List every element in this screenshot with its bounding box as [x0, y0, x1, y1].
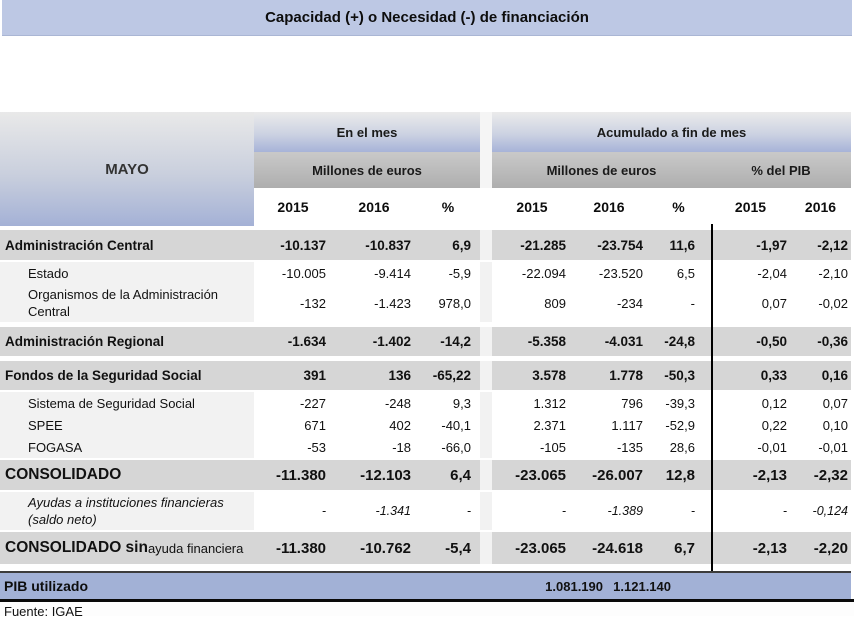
value-cell: -2,10: [790, 262, 851, 284]
row-administracion-regional: [0, 327, 851, 356]
value-cell: 12,8: [646, 460, 711, 490]
header-en-el-mes: En el mes: [254, 112, 480, 152]
pib-spacer: [254, 573, 492, 599]
value-cell: 6,7: [646, 532, 711, 564]
row-label: CONSOLIDADO: [0, 460, 254, 490]
value-cell: 402: [332, 414, 416, 436]
pct-header: %: [441, 199, 455, 215]
header-acumulado: Acumulado a fin de mes: [492, 112, 851, 152]
year-header: 2016: [358, 199, 390, 215]
value-cell: -10.837: [332, 230, 416, 260]
value-cell: 6,5: [646, 262, 711, 284]
value-cell: 0,07: [790, 392, 851, 414]
row-label: [0, 492, 254, 530]
pct-header: %: [672, 199, 685, 215]
value-cell: -1.423: [332, 284, 416, 322]
value-cell: 1.117: [572, 414, 646, 436]
value-cell: -23.065: [492, 460, 572, 490]
value-cell: -52,9: [646, 414, 711, 436]
column-gap: [480, 492, 492, 530]
column-gap: [480, 436, 492, 458]
column-gap: [480, 460, 492, 490]
value-cell: -53: [254, 436, 332, 458]
value-cell: 6,4: [416, 460, 480, 490]
value-cell: -: [492, 492, 572, 530]
value-cell: -0,01: [790, 436, 851, 458]
month-cell: MAYO: [0, 112, 254, 226]
column-gap: [480, 284, 492, 322]
value-cell: -2,13: [711, 460, 790, 490]
column-gap: [480, 392, 492, 414]
value-cell: -: [646, 284, 711, 322]
value-cell: -24.618: [572, 532, 646, 564]
unit-pct-pib: % del PIB: [711, 152, 851, 188]
year-header: 2015: [516, 199, 548, 215]
value-cell: 978,0: [416, 284, 480, 322]
row-pib-utilizado: [0, 571, 851, 599]
value-cell: -22.094: [492, 262, 572, 284]
value-cell: -1.389: [572, 492, 646, 530]
value-cell: -: [711, 492, 790, 530]
unit-millones-acum: Millones de euros: [492, 152, 711, 188]
value-cell: -0,36: [790, 327, 851, 356]
value-cell: -105: [492, 436, 572, 458]
row-label: Fondos de la Seguridad Social: [0, 361, 254, 390]
header-gap: [480, 152, 492, 188]
row-label: PIB utilizado: [4, 578, 88, 594]
unit-millones-mes: Millones de euros: [254, 152, 480, 188]
header-groups-row: [254, 112, 851, 152]
column-gap: [480, 414, 492, 436]
value-cell: -4.031: [572, 327, 646, 356]
value-cell: -11.380: [254, 460, 332, 490]
column-gap: [480, 532, 492, 564]
value-cell: -234: [572, 284, 646, 322]
row-label: Administración Regional: [0, 327, 254, 356]
row-label: [0, 532, 254, 564]
value-cell: -0,50: [711, 327, 790, 356]
value-cell: -1,97: [711, 230, 790, 260]
row-label: [0, 284, 254, 322]
value-cell: -2,13: [711, 532, 790, 564]
value-cell: -0,01: [711, 436, 790, 458]
column-gap: [480, 361, 492, 390]
value-cell: -2,04: [711, 262, 790, 284]
source-note: Fuente: IGAE: [0, 602, 854, 616]
header-units-row: [254, 152, 851, 188]
value-cell: 6,9: [416, 230, 480, 260]
value-cell: -23.520: [572, 262, 646, 284]
row-label: Administración Central: [0, 230, 254, 260]
column-gap: [480, 327, 492, 356]
value-cell: -5,4: [416, 532, 480, 564]
value-cell: 1.778: [572, 361, 646, 390]
value-cell: 0,22: [711, 414, 790, 436]
value-cell: 28,6: [646, 436, 711, 458]
row-spee: [0, 414, 851, 436]
row-label-line1: Ayudas a instituciones financieras: [28, 495, 224, 510]
value-cell: 0,16: [790, 361, 851, 390]
row-consolidado: [0, 460, 851, 490]
value-cell: -65,22: [416, 361, 480, 390]
value-cell: 136: [332, 361, 416, 390]
value-cell: -23.754: [572, 230, 646, 260]
value-cell: 9,3: [416, 392, 480, 414]
row-label-line2: Central: [28, 304, 70, 319]
value-cell: -135: [572, 436, 646, 458]
value-cell: -9.414: [332, 262, 416, 284]
value-cell: -132: [254, 284, 332, 322]
year-header: 2016: [804, 199, 837, 215]
value-cell: -1.402: [332, 327, 416, 356]
table-header: [0, 112, 854, 226]
value-cell: -: [254, 492, 332, 530]
row-separator: [0, 564, 851, 571]
value-cell: 0,07: [711, 284, 790, 322]
value-cell: -0,02: [790, 284, 851, 322]
value-cell: -39,3: [646, 392, 711, 414]
value-cell: 1.312: [492, 392, 572, 414]
value-cell: -0,124: [790, 492, 851, 530]
value-cell: -21.285: [492, 230, 572, 260]
page-title: Capacidad (+) o Necesidad (-) de financiación: [265, 9, 589, 26]
value-cell: 0,10: [790, 414, 851, 436]
row-estado: [0, 262, 851, 284]
value-cell: -: [416, 492, 480, 530]
value-cell: -: [646, 492, 711, 530]
header-years-row: [254, 188, 851, 226]
value-cell: -14,2: [416, 327, 480, 356]
value-cell: -1.634: [254, 327, 332, 356]
pib-column-divider: [711, 224, 713, 571]
column-gap: [480, 230, 492, 260]
year-header: 2016: [593, 199, 625, 215]
row-label: Estado: [0, 262, 254, 284]
row-label-line2: (saldo neto): [28, 512, 97, 527]
row-label: Sistema de Seguridad Social: [0, 392, 254, 414]
value-cell: 3.578: [492, 361, 572, 390]
value-cell: -24,8: [646, 327, 711, 356]
value-cell: -12.103: [332, 460, 416, 490]
value-cell: 391: [254, 361, 332, 390]
value-cell: 809: [492, 284, 572, 322]
value-cell: -2,32: [790, 460, 851, 490]
header-gap: [480, 112, 492, 152]
row-label-bold: CONSOLIDADO sin: [5, 539, 148, 556]
row-sistema-seguridad-social: [0, 392, 851, 414]
pib-value-2015: 1.081.190: [545, 578, 603, 594]
value-cell: -10.005: [254, 262, 332, 284]
value-cell: -227: [254, 392, 332, 414]
value-cell: 0,33: [711, 361, 790, 390]
row-label-rest: ayuda financiera: [147, 540, 244, 556]
value-cell: -50,3: [646, 361, 711, 390]
row-fogasa: [0, 436, 851, 458]
value-cell: -18: [332, 436, 416, 458]
column-gap: [480, 262, 492, 284]
header-gap: [480, 188, 492, 226]
report-title-bar: [2, 0, 852, 36]
value-cell: -248: [332, 392, 416, 414]
row-label: SPEE: [0, 414, 254, 436]
year-header: 2015: [277, 199, 309, 215]
row-administracion-central: [0, 230, 851, 260]
pib-value-2016: 1.121.140: [613, 578, 671, 594]
value-cell: 796: [572, 392, 646, 414]
value-cell: -66,0: [416, 436, 480, 458]
financing-table: [0, 112, 854, 619]
row-label-line1: Organismos de la Administración: [28, 287, 219, 302]
value-cell: 11,6: [646, 230, 711, 260]
value-cell: -40,1: [416, 414, 480, 436]
row-consolidado-sin-ayuda: [0, 532, 851, 564]
value-cell: -1.341: [332, 492, 416, 530]
value-cell: -26.007: [572, 460, 646, 490]
value-cell: -2,20: [790, 532, 851, 564]
value-cell: 2.371: [492, 414, 572, 436]
value-cell: -11.380: [254, 532, 332, 564]
value-cell: -23.065: [492, 532, 572, 564]
value-cell: 0,12: [711, 392, 790, 414]
row-ayudas-instituciones-financieras: [0, 492, 851, 530]
row-organismos-administracion-central: [0, 284, 851, 322]
value-cell: -2,12: [790, 230, 851, 260]
row-label: FOGASA: [0, 436, 254, 458]
value-cell: -10.762: [332, 532, 416, 564]
value-cell: -5.358: [492, 327, 572, 356]
value-cell: 671: [254, 414, 332, 436]
value-cell: -5,9: [416, 262, 480, 284]
row-fondos-seguridad-social: [0, 361, 851, 390]
value-cell: -10.137: [254, 230, 332, 260]
year-header: 2015: [734, 199, 767, 215]
